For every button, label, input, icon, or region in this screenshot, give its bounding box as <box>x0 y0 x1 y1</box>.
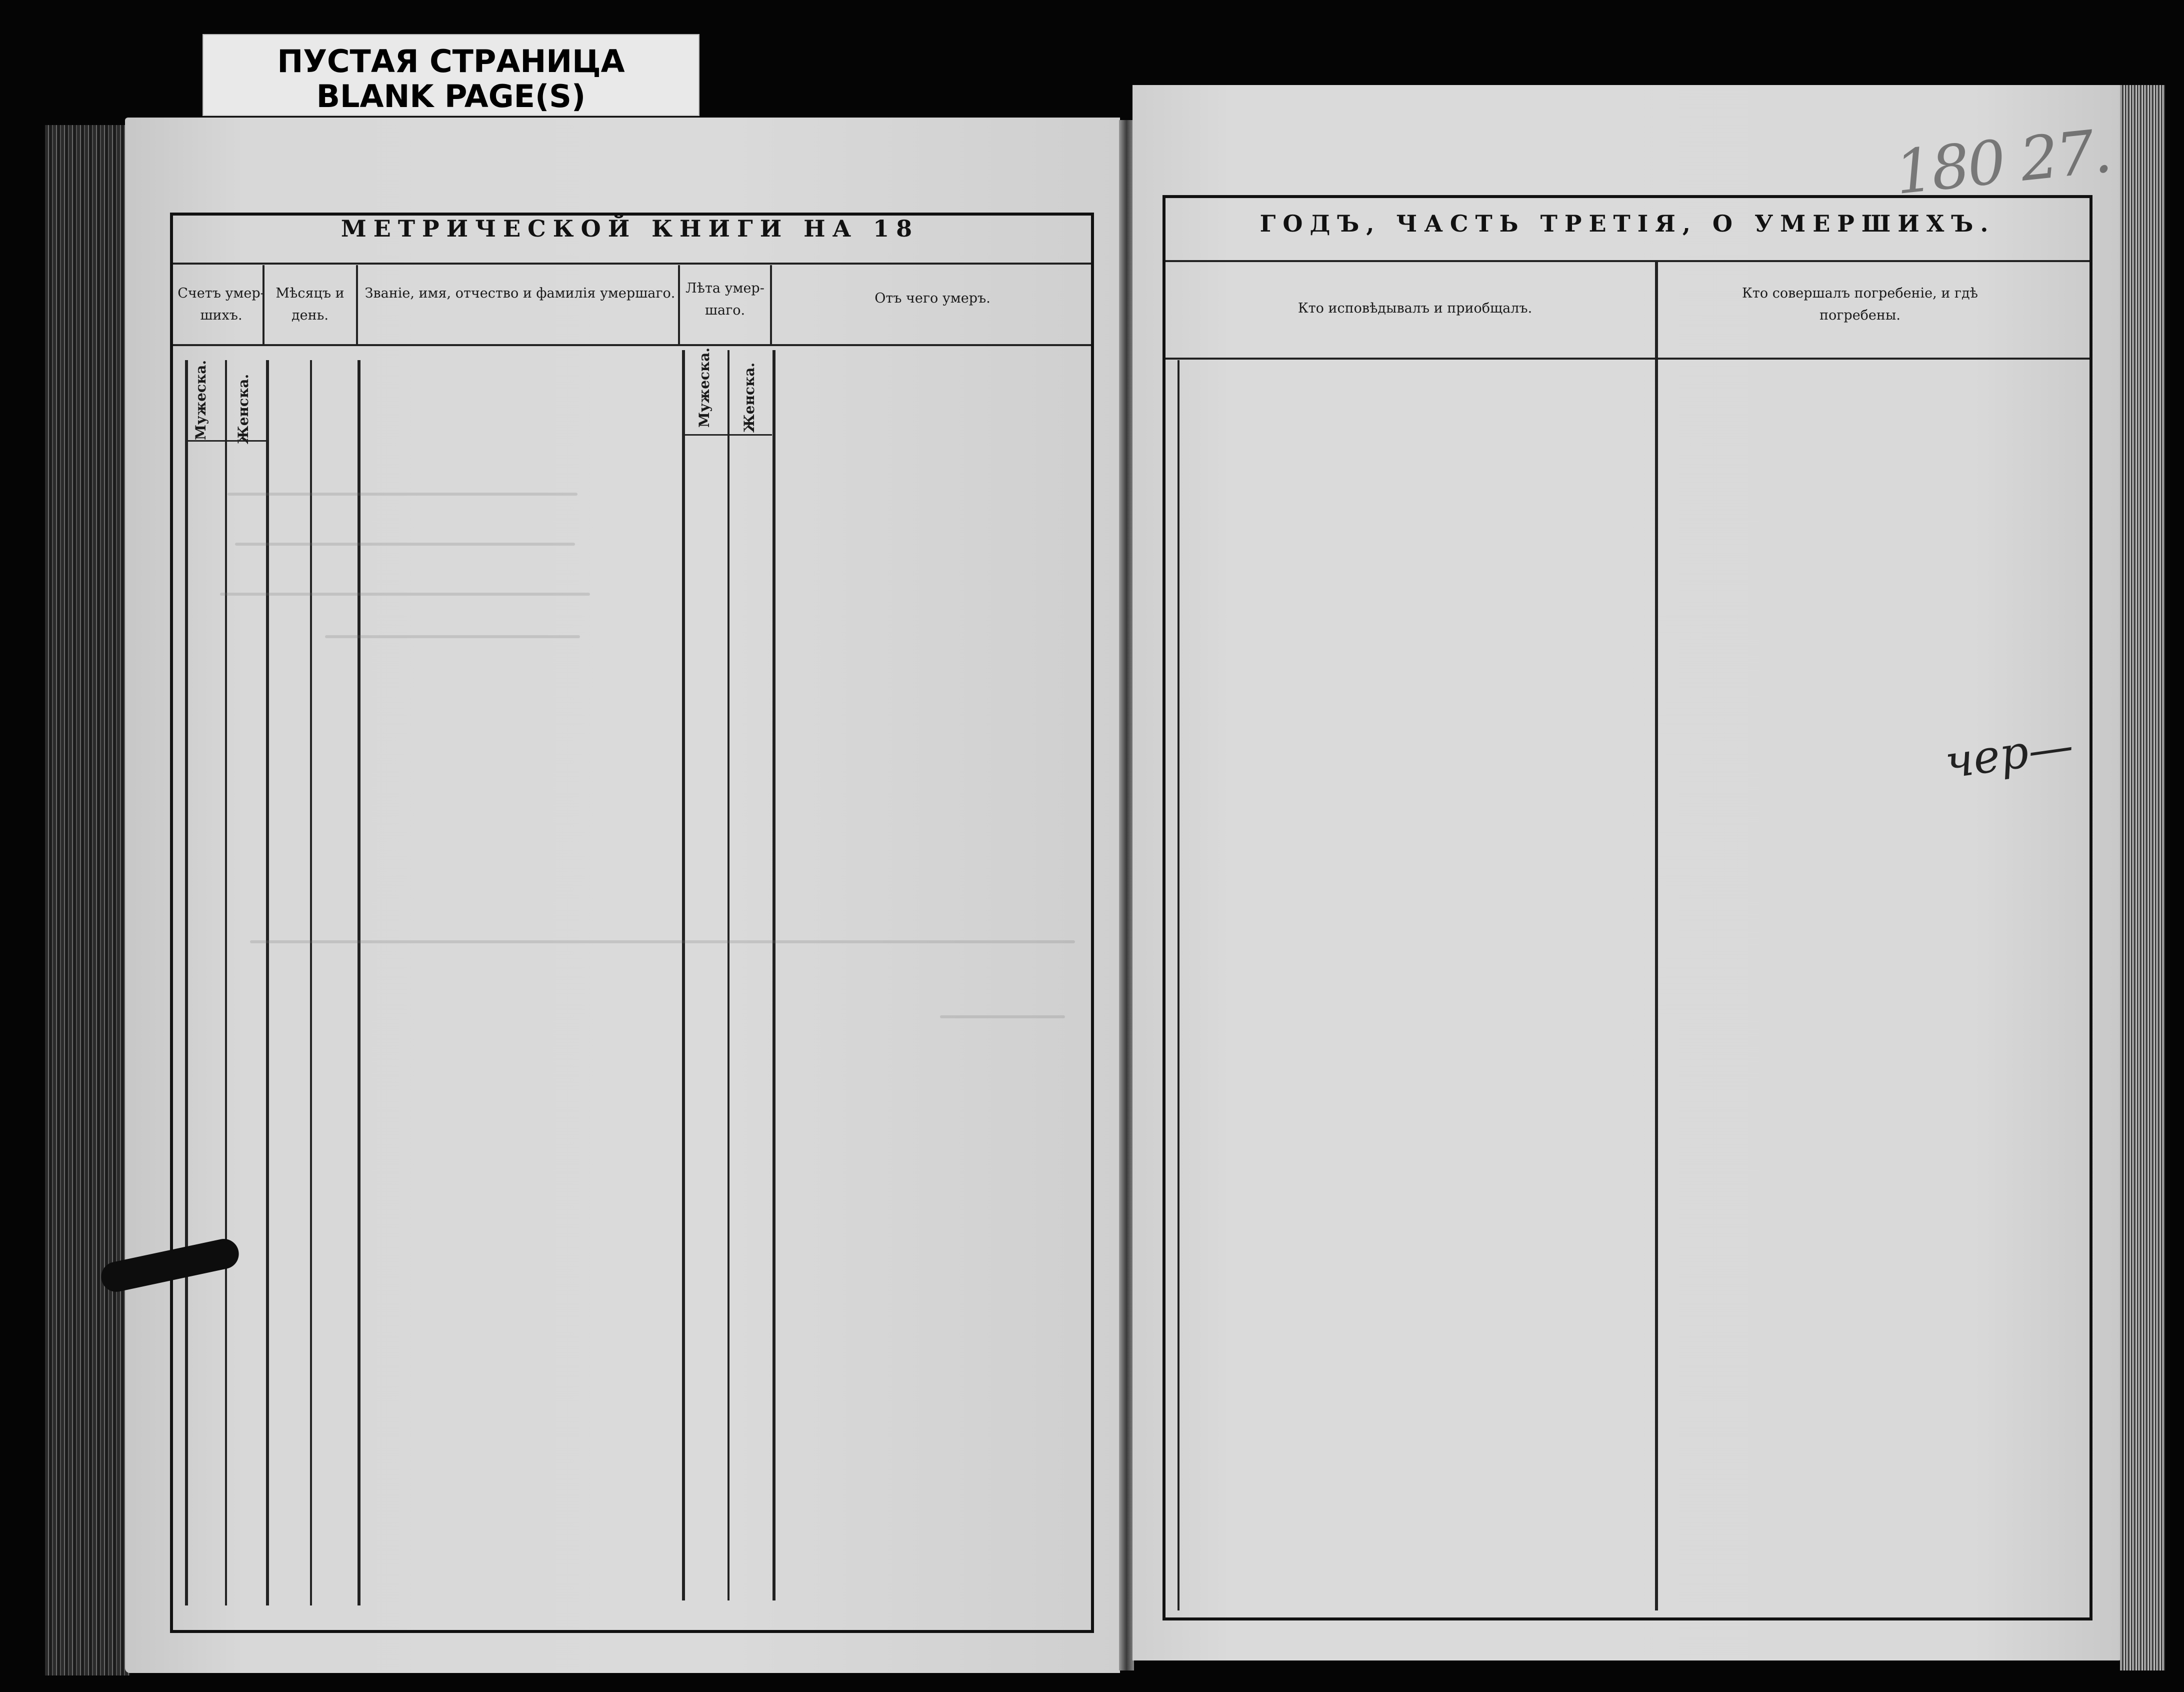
handwritten-folio-number: 180 27. <box>1892 116 2114 209</box>
right-header-rule <box>1166 358 2090 360</box>
right-col-divider <box>1655 260 1658 1610</box>
book-spine <box>1119 120 1134 1670</box>
col-confessor-header: Кто исповѣдывалъ и приобщалъ. <box>1298 301 1532 316</box>
right-title-rule <box>1166 260 2090 262</box>
right-page-title: ГОДЪ, ЧАСТЬ ТРЕТІЯ, О УМЕРШИХЪ. <box>1260 210 1996 237</box>
age-male-label: Мужеска. <box>696 347 712 428</box>
handwritten-mark: чер— <box>1942 719 2076 789</box>
bleed-through <box>325 635 580 638</box>
bleed-through <box>940 1015 1065 1018</box>
header-rule <box>173 344 1091 346</box>
bleed-through <box>235 543 575 546</box>
col-cause-header: Отъ чего умеръ. <box>874 291 990 306</box>
col-line-b <box>225 360 227 1605</box>
col-line-g <box>728 350 730 1600</box>
right-register-table <box>1162 195 2092 1620</box>
col-line-a <box>185 360 188 1605</box>
col-line-f <box>682 350 685 1600</box>
col-line-d <box>310 360 312 1605</box>
hdr-divider-2 <box>356 265 358 345</box>
col-line-e <box>358 360 360 1605</box>
col-line-c <box>266 360 269 1605</box>
label-line-en: BLANK PAGE(S) <box>316 78 586 115</box>
count-female-label: Женска. <box>235 374 252 444</box>
col-burial-header: Кто совершалъ погребеніе, и гдѣ погребены. <box>1742 286 1978 323</box>
age-female-label: Женска. <box>741 362 758 433</box>
col-month-day-header: Мѣсяцъ и день. <box>276 286 344 323</box>
bleed-through <box>228 493 578 496</box>
book-block-edge-right <box>2120 85 2165 1670</box>
label-line-ru: ПУСТАЯ СТРАНИЦА <box>277 43 625 80</box>
left-page-title: МЕТРИЧЕСКОЙ КНИГИ НА 18 <box>340 215 920 242</box>
title-rule <box>173 263 1091 265</box>
col-age-header: Лѣта умер-шаго. <box>686 281 764 318</box>
count-male-label: Мужеска. <box>192 360 209 440</box>
col-line-h <box>772 350 776 1600</box>
col-name-header: Званіе, имя, отчество и фамилія умершаго. <box>364 286 676 301</box>
hdr-divider-4 <box>770 265 772 345</box>
bleed-through <box>250 940 1075 943</box>
blank-page-label <box>202 34 700 116</box>
left-register-table <box>170 213 1094 1633</box>
col-count-header: Счетъ умер-шихъ. <box>178 286 265 323</box>
hdr-divider-1 <box>262 265 264 345</box>
hdr-divider-3 <box>678 265 680 345</box>
book-block-edge-left <box>45 125 130 1675</box>
right-inner-line-left <box>1178 360 1180 1610</box>
age-sub-rule <box>682 434 772 436</box>
bleed-through <box>220 593 590 596</box>
